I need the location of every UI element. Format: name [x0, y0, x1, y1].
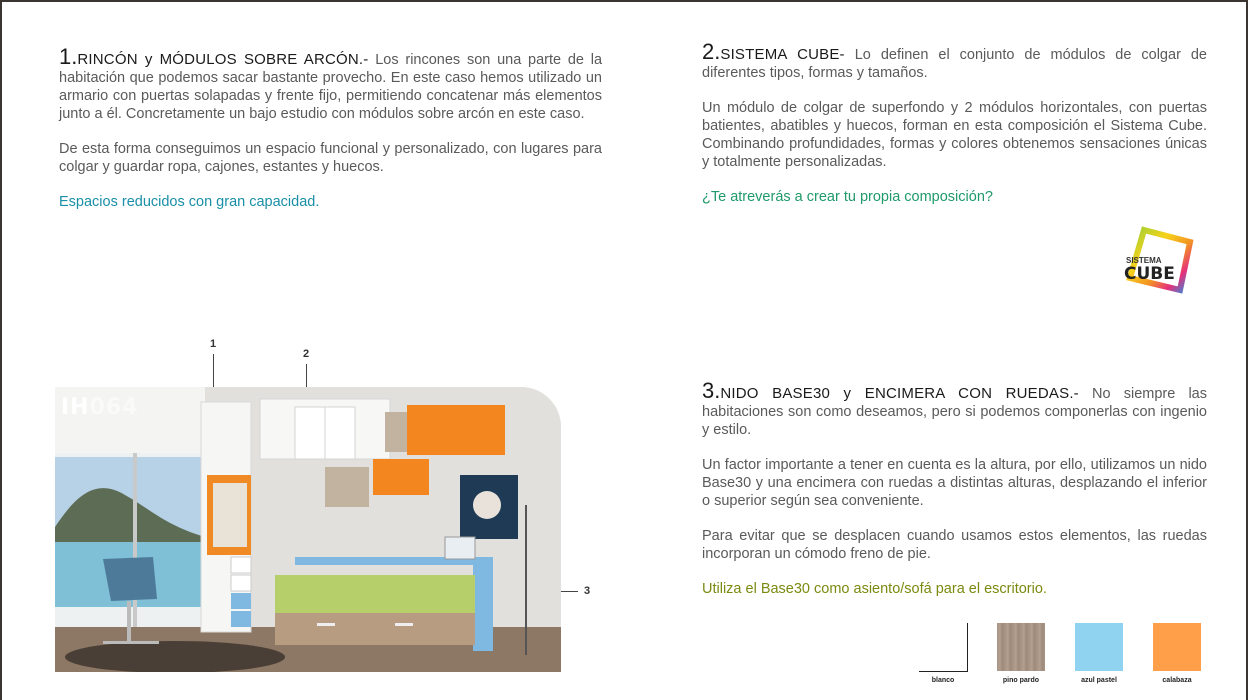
callout-3: 3 [584, 585, 591, 597]
section-2-number: 2. [702, 39, 721, 64]
logo-line-1: SISTEMA [1126, 256, 1162, 265]
section-1 [59, 44, 603, 228]
swatch-label-calabaza: calabaza [1162, 677, 1192, 684]
section-2-heading: SISTEMA CUBE- [720, 46, 845, 63]
swatch-label-blanco: blanco [931, 677, 955, 684]
section-1-heading: RINCÓN y MÓDULOS SOBRE ARCÓN.- [77, 51, 369, 68]
callout-2: 2 [303, 348, 310, 360]
swatch-label-pino-pardo: pino pardo [1002, 677, 1040, 684]
section-2-highlight: ¿Te atreverás a crear tu propia composición? [702, 189, 993, 205]
swatch-pino-pardo [997, 623, 1045, 671]
swatch-calabaza [1153, 623, 1201, 671]
sistema-cube-logo [1120, 226, 1200, 296]
logo-line-2: CUBE [1124, 264, 1175, 284]
section-1-number: 1. [59, 44, 78, 69]
section-1-paragraph: De esta forma conseguimos un espacio funcional y personalizado, con lugares para colgar y guardar ropa, cajones, estantes y huecos. [59, 141, 602, 175]
section-2 [702, 39, 1207, 223]
section-3 [702, 378, 1207, 615]
callout-1: 1 [210, 338, 217, 350]
section-2-paragraph: Un módulo de colgar de superfondo y 2 módulos horizontales, con puertas batientes, abatibles y huecos, forman en esta composición el Sistema Cube. Combinando profundidades, formas y colores obtenemos sensaciones únicas y totalmente personalizadas. [702, 100, 1207, 170]
section-3-highlight: Utiliza el Base30 como asiento/sofá para el escritorio. [702, 581, 1047, 597]
swatch-blanco [919, 623, 968, 672]
section-3-paragraph-1: Un factor importante a tener en cuenta es la altura, por ello, utilizamos un nido Base30 y una encimera con ruedas a distintas alturas, desplazando el inferior o superior según sea conveniente. [702, 457, 1207, 509]
swatch-label-azul-pastel: azul pastel [1081, 677, 1117, 684]
section-1-intro: Los rincones son una parte de la habitación que podemos sacar bastante provecho. En este caso hemos utilizado un armario con puertas solapadas y frente fijo, permitiendo concatenar más elementos junto a él. Concretamente un bajo estudio con módulos sobre arcón en este caso. [59, 52, 603, 122]
section-2-intro: Lo definen el conjunto de módulos de colgar de diferentes tipos, formas y tamaños. [702, 47, 1207, 81]
section-3-number: 3. [702, 378, 721, 403]
model-code: IH064 [61, 395, 139, 420]
catalog-page [2, 2, 1246, 700]
bedroom-scene-image [55, 387, 561, 672]
section-3-intro: No siempre las habitaciones son como deseamos, pero si podemos componerlas con ingenio y estilo. [702, 386, 1207, 438]
section-3-heading: NIDO BASE30 y ENCIMERA CON RUEDAS.- [720, 385, 1079, 402]
swatch-azul-pastel [1075, 623, 1123, 671]
section-1-highlight: Espacios reducidos con gran capacidad. [59, 194, 320, 210]
section-3-paragraph-2: Para evitar que se desplacen cuando usamos estos elementos, las ruedas incorporan un cómodo freno de pie. [702, 528, 1207, 562]
